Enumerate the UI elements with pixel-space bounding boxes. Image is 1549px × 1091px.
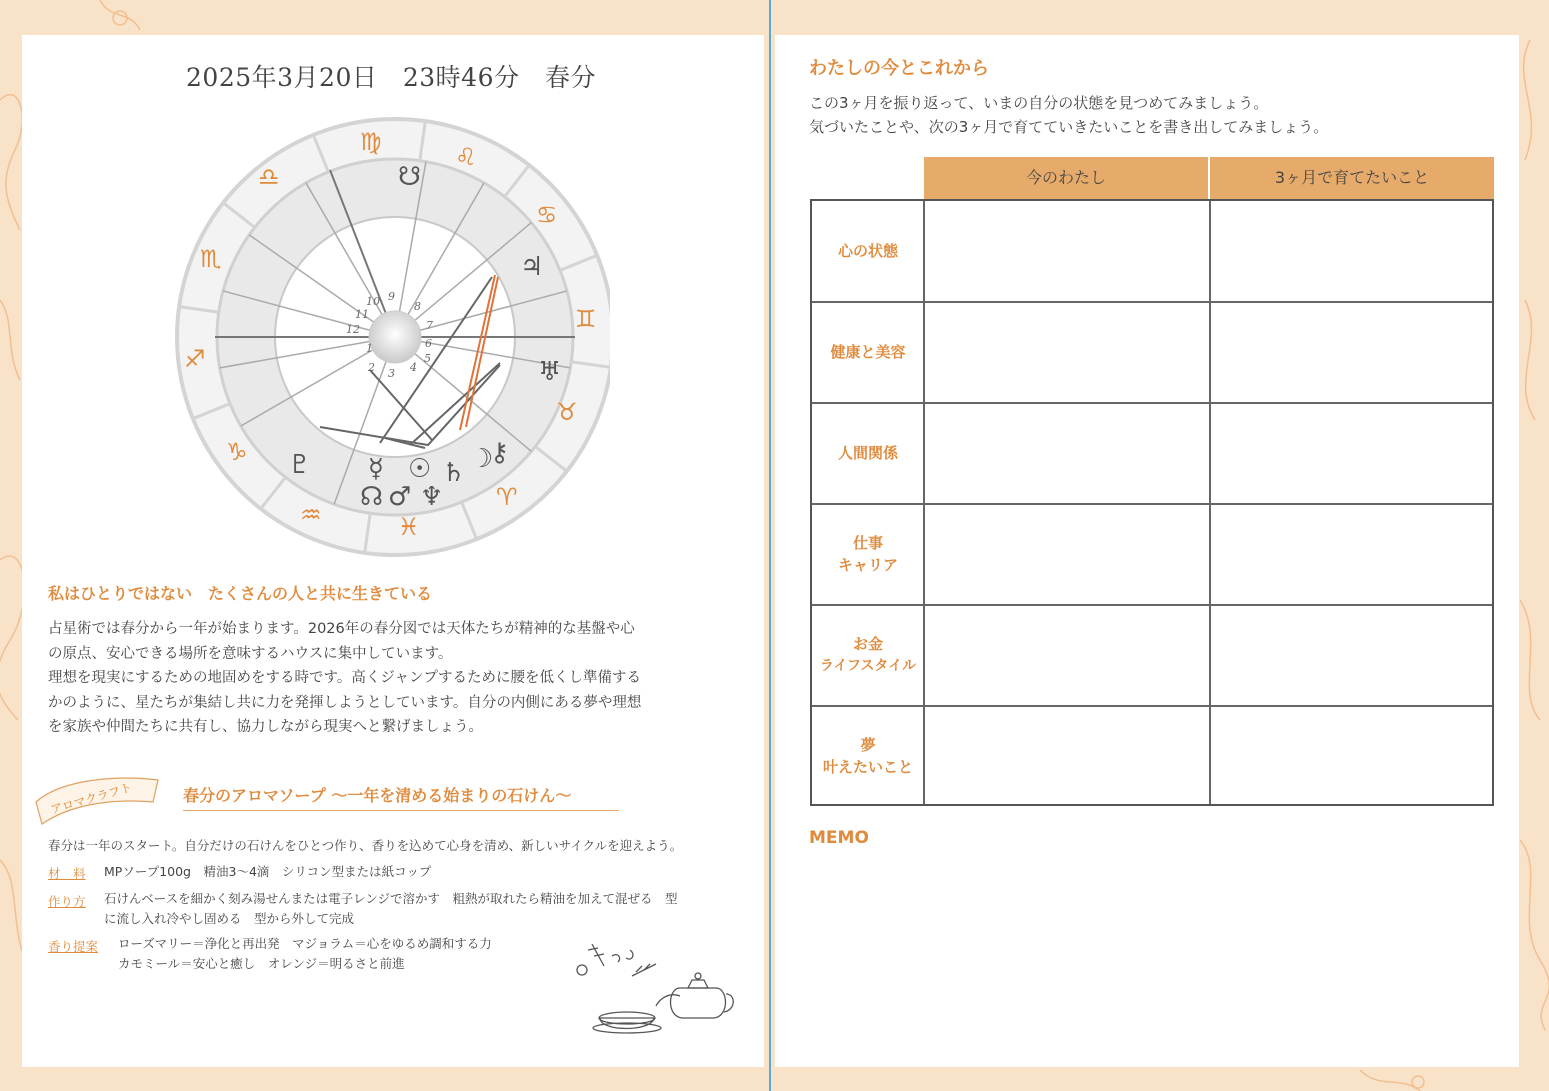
- intro-line: 気づいたことや、次の3ヶ月で育てていきたいことを書き出してみましょう。: [809, 118, 1329, 136]
- intro-line: この3ヶ月を振り返って、いまの自分の状態を見つめてみましょう。: [809, 94, 1269, 112]
- intro-paragraph: [48, 617, 641, 740]
- memo-label: MEMO: [809, 828, 869, 848]
- body-line: 理想を現実にするための地固めをする時です。高くジャンプするために腰を低くし準備する: [48, 670, 642, 686]
- chart-title: 2025年3月20日 23時46分 春分: [186, 63, 596, 92]
- ribbon-label: アロマクラフト: [48, 780, 134, 817]
- moon-icon: ☽: [470, 444, 494, 474]
- house-number: 1: [366, 342, 373, 355]
- house-number: 4: [410, 361, 417, 374]
- materials-label: 材 料: [48, 866, 86, 881]
- materials-text: MPソープ100g 精油3〜4滴 シリコン型または紙コップ: [104, 864, 432, 879]
- row-label-money: お金 ライフスタイル: [819, 635, 917, 674]
- row-label-career: 仕事 キャリア: [837, 534, 898, 574]
- reflection-table: [810, 199, 1494, 806]
- body-line: の原点、安心できる場所を意味するハウスに集中しています。: [48, 645, 453, 662]
- method-line: に流し入れ冷やし固める 型から外して完成: [104, 911, 355, 926]
- method-line: 石けんベースを細かく刻み湯せんまたは電子レンジで溶かす 粗熱が取れたら精油を加えて混ぜる 型: [104, 891, 678, 906]
- body-line: 占星術では春分から一年が始まります。2026年の春分図では天体たちが精神的な基盤や心: [48, 621, 635, 637]
- col-header-now: 今のわたし: [924, 157, 1208, 199]
- method-label: 作り方: [48, 894, 86, 909]
- body-line: かのように、星たちが集結し共に力を発揮しようとしています。自分の内側にある夢や理想: [48, 694, 642, 711]
- zodiac-taurus-icon: ♉: [556, 398, 578, 426]
- pluto-icon: ♇: [288, 450, 312, 480]
- method-text: [104, 889, 678, 929]
- right-intro: [809, 91, 1328, 139]
- row-label-mind: 心の状態: [837, 242, 898, 260]
- body-line: を家族や仲間たちに共有し、協力しながら現実へと繋げましょう。: [48, 719, 483, 735]
- scent-label: 香り提案: [48, 939, 99, 954]
- house-number: 9: [388, 290, 395, 303]
- zodiac-scorpio-icon: ♏: [200, 245, 222, 273]
- gutter-line: [769, 0, 771, 1091]
- zodiac-libra-icon: ♎: [258, 163, 280, 191]
- zodiac-virgo-icon: ♍: [360, 128, 382, 156]
- zodiac-pisces-icon: ♓: [398, 513, 420, 541]
- row-label-dreams: 夢 叶えたいこと: [822, 736, 913, 776]
- jupiter-icon: ♃: [520, 252, 544, 282]
- zodiac-cancer-icon: ♋: [536, 201, 558, 229]
- node-icon: ☊: [360, 482, 384, 512]
- chiron-icon: ⚷: [490, 438, 510, 468]
- craft-title: 春分のアロマソープ 〜一年を清める始まりの石けん〜: [183, 783, 619, 811]
- zodiac-sagittarius-icon: ♐: [184, 345, 206, 373]
- zodiac-aries-icon: ♈: [496, 483, 518, 511]
- house-number: 7: [426, 319, 433, 332]
- zodiac-gemini-icon: ♊: [575, 305, 597, 333]
- north-node-icon: ☋: [398, 162, 422, 192]
- row-label-relationships: 人間関係: [837, 444, 898, 462]
- craft-intro: 春分は一年のスタート。自分だけの石けんをひとつ作り、香りを込めて心身を清め、新しいサイクルを迎えよう。: [48, 838, 683, 853]
- house-number: 12: [346, 323, 360, 336]
- col-header-future: 3ヶ月で育てたいこと: [1210, 157, 1494, 199]
- house-number: 5: [424, 352, 431, 365]
- saturn-icon: ♄: [442, 458, 466, 488]
- house-number: 3: [388, 367, 395, 380]
- right-heading: わたしの今とこれから: [809, 58, 989, 79]
- scent-line: カモミール＝安心と癒し オレンジ＝明るさと前進: [118, 956, 405, 971]
- zodiac-leo-icon: ♌: [455, 143, 477, 171]
- house-number: 6: [425, 337, 432, 350]
- chart-center: [369, 311, 421, 363]
- horoscope-wheel: [170, 115, 610, 560]
- neptune-icon: ♆: [420, 482, 444, 512]
- row-label-health: 健康と美容: [830, 343, 906, 361]
- house-number: 2: [368, 361, 375, 374]
- house-number: 8: [414, 300, 421, 313]
- zodiac-capricorn-icon: ♑: [226, 438, 248, 466]
- horoscope-chart: [170, 115, 610, 560]
- mercury-icon: ☿: [368, 454, 384, 484]
- mars-icon: ♂: [388, 482, 412, 512]
- section-heading: 私はひとりではない たくさんの人と共に生きている: [48, 584, 433, 603]
- aroma-ribbon: [28, 772, 168, 832]
- sun-icon: ☉: [408, 454, 432, 484]
- house-number: 10: [366, 295, 380, 308]
- scent-text: [118, 934, 492, 974]
- zodiac-aquarius-icon: ♒: [300, 501, 322, 529]
- uranus-icon: ♅: [538, 357, 562, 387]
- scent-line: ローズマリー＝浄化と再出発 マジョラム＝心をゆるめ調和する力: [118, 936, 492, 951]
- teapot-illustration: [572, 936, 737, 1036]
- house-number: 11: [355, 308, 369, 321]
